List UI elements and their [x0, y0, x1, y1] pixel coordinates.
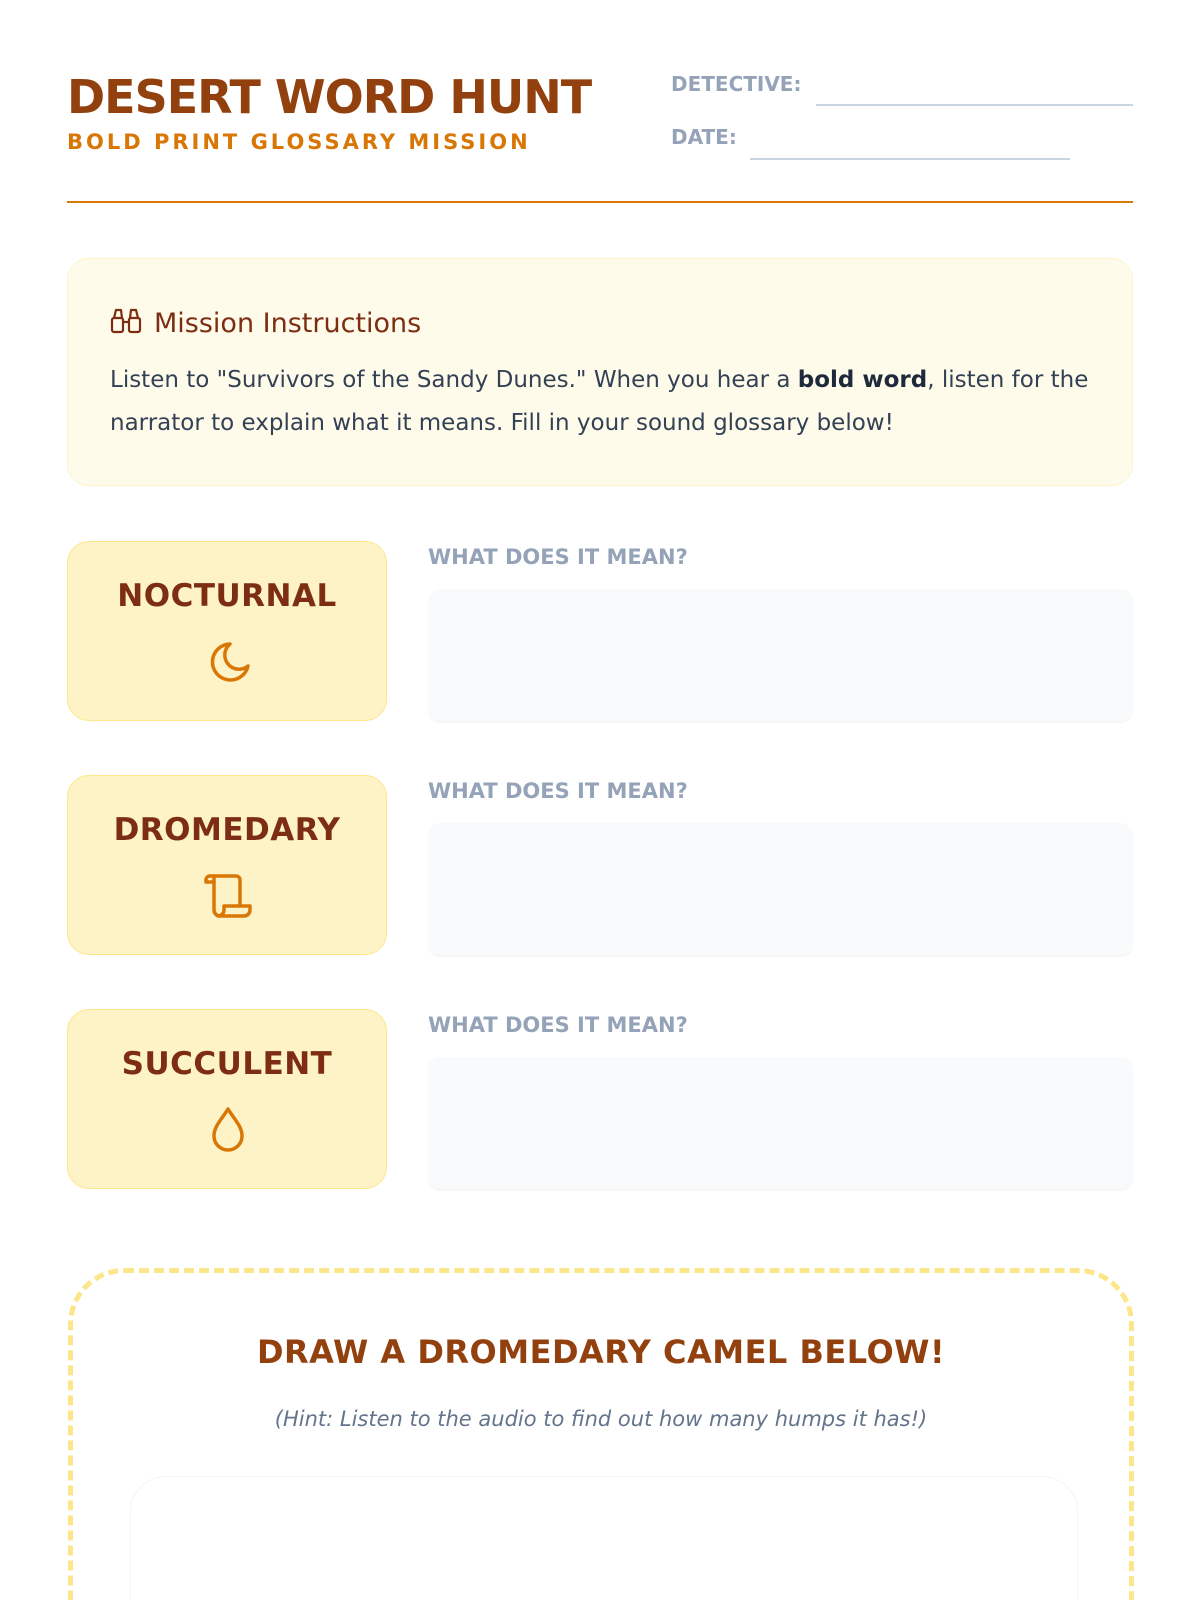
binoculars-icon	[110, 307, 142, 339]
scroll-icon	[202, 870, 254, 922]
droplet-icon	[202, 1104, 254, 1156]
meaning-answer-box-succulent[interactable]	[428, 1057, 1133, 1189]
instructions-heading	[110, 307, 421, 339]
word-card-dromedary	[67, 775, 387, 955]
meaning-label: WHAT DOES IT MEAN?	[428, 779, 688, 803]
word-card-succulent	[67, 1009, 387, 1189]
meaning-answer-box-nocturnal[interactable]	[428, 589, 1133, 721]
drawing-hint: (Hint: Listen to the audio to find out how many humps it has!)	[274, 1407, 928, 1431]
page-subtitle: BOLD PRINT GLOSSARY MISSION	[67, 130, 531, 154]
glossary-word: NOCTURNAL	[117, 578, 337, 614]
instructions-text: Listen to "Survivors of the Sandy Dunes." When you hear a bold word, listen for the narrator to explain what it means. Fill in your sound glossary below!	[110, 367, 1089, 436]
instructions-title: Mission Instructions	[154, 307, 422, 339]
drawing-canvas[interactable]	[130, 1476, 1078, 1600]
meaning-answer-box-dromedary[interactable]	[428, 823, 1133, 955]
drawing-title: DRAW A DROMEDARY CAMEL BELOW!	[256, 1333, 946, 1371]
word-card-nocturnal	[67, 541, 387, 721]
bold-word-example: bold word	[797, 367, 928, 393]
glossary-word: SUCCULENT	[121, 1046, 333, 1082]
date-field[interactable]	[750, 158, 1070, 160]
glossary-word: DROMEDARY	[113, 812, 341, 848]
detective-label: DETECTIVE:	[671, 72, 802, 96]
date-label: DATE:	[671, 125, 737, 149]
drawing-section	[68, 1268, 1134, 1600]
mission-instructions-box	[67, 258, 1133, 486]
meaning-label: WHAT DOES IT MEAN?	[428, 1013, 688, 1037]
detective-field[interactable]	[816, 104, 1133, 106]
page-title: DESERT WORD HUNT	[67, 70, 592, 124]
worksheet-header	[67, 60, 1133, 203]
meaning-label: WHAT DOES IT MEAN?	[428, 545, 688, 569]
moon-icon	[202, 636, 254, 688]
